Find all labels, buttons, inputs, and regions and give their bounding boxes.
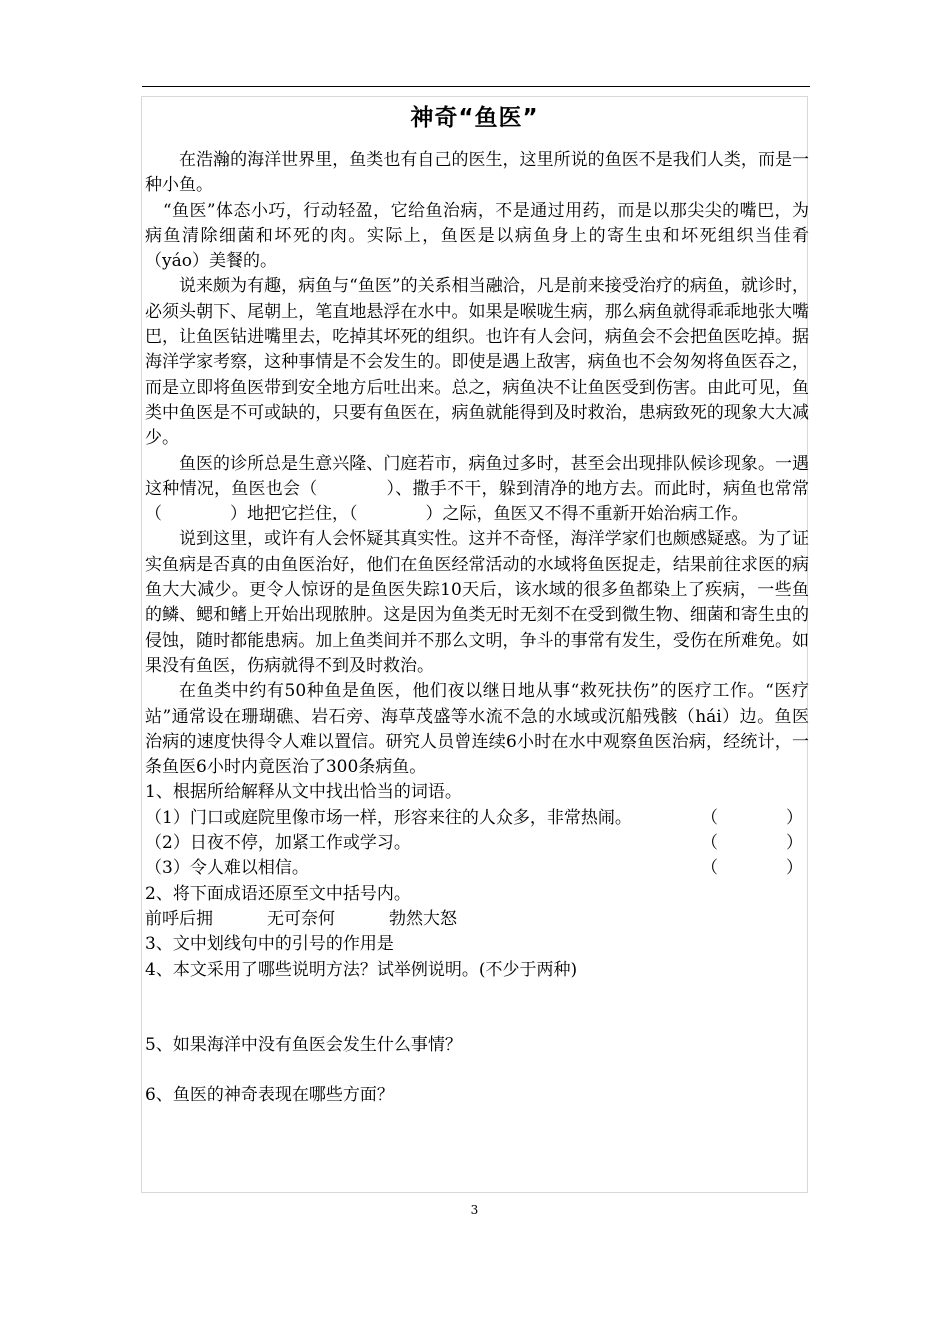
question-6: 6、鱼医的神奇表现在哪些方面？ [145, 1085, 394, 1106]
idiom-2: 无可奈何 [267, 908, 335, 929]
question-2: 2、将下面成语还原至文中括号内。 [145, 883, 411, 904]
paragraph-1: 在浩瀚的海洋世界里，鱼类也有自己的医生，这里所说的鱼医不是我们人类，而是一种小鱼。 [145, 150, 809, 196]
question-5: 5、如果海洋中没有鱼医会发生什么事情？ [145, 1034, 462, 1055]
page-number: 3 [470, 1203, 479, 1217]
question-4: 4、本文采用了哪些说明方法？试举例说明。(不少于两种) [145, 959, 578, 980]
answer-blank-2[interactable]: （ ） [701, 833, 803, 854]
paragraph-2: “鱼医”体态小巧，行动轻盈，它给鱼治病，不是通过用药，而是以那尖尖的嘴巴，为病鱼清除细菌和坏死的肉。实际上，鱼医是以病鱼身上的寄生虫和坏死组织当佳肴（yáo）美餐的。 [145, 200, 809, 272]
header-rule [142, 86, 810, 87]
question-1-item-3 [145, 856, 809, 881]
question-1-item-2 [145, 831, 809, 856]
paragraph-6: 在鱼类中约有50种鱼是鱼医，他们夜以继日地从事“救死扶伤”的医疗工作。“医疗站”通常设在珊瑚礁、岩石旁、海草茂盛等水流不急的水域或沉船残骸（hái）边。鱼医治病的速度快得令人难以置信。研究人员曾连续6小时在水中观察鱼医治病，经统计，一条鱼医6小时内竟医治了300条病鱼。 [145, 681, 809, 778]
paragraph-3: 说来颇为有趣，病鱼与“鱼医”的关系相当融洽，凡是前来接受治疗的病鱼，就诊时，必须头朝下、尾朝上，笔直地悬浮在水中。如果是喉咙生病，那么病鱼就得乖乖地张大嘴巴，让鱼医钻进嘴里去，吃掉其坏死的组织。也许有人会问，病鱼会不会把鱼医吃掉。据海洋学家考察，这种事情是不会发生的。即使是遇上敌害，病鱼也不会匆匆将鱼医吞之，而是立即将鱼医带到安全地方后吐出来。总之，病鱼决不让鱼医受到伤害。由此可见，鱼类中鱼医是不可或缺的，只要有鱼医在，病鱼就能得到及时救治，患病致死的现象大大减少。 [145, 276, 809, 449]
question-1-item-2-text: （2）日夜不停，加紧工作或学习。 [145, 833, 411, 854]
answer-blank-1[interactable]: （ ） [701, 807, 803, 828]
article-title: 神奇“鱼医” [410, 105, 539, 131]
answer-space-5[interactable] [145, 1058, 809, 1083]
idiom-list [145, 907, 809, 932]
paragraph-4: 鱼医的诊所总是生意兴隆、门庭若市，病鱼过多时，甚至会出现排队候诊现象。一遇这种情况，鱼医也会（ ）、撒手不干，躲到清净的地方去。而此时，病鱼也常常（ ）地把它拦住，（ ）之际，鱼医又不得不重新开始治病工作。 [145, 453, 809, 525]
question-1-item-1-text: （1）门口或庭院里像市场一样，形容来往的人众多，非常热闹。 [145, 807, 632, 828]
idiom-1: 前呼后拥 [145, 908, 213, 929]
answer-space-4[interactable] [145, 983, 809, 1033]
question-1-item-1 [145, 806, 809, 831]
question-1-item-3-text: （3）令人难以相信。 [145, 858, 309, 879]
question-3: 3、文中划线句中的引号的作用是 [145, 934, 394, 955]
question-1: 1、根据所给解释从文中找出恰当的词语。 [145, 782, 462, 803]
answer-blank-3[interactable]: （ ） [701, 858, 803, 879]
article-body [145, 148, 809, 1108]
paragraph-5: 说到这里，或许有人会怀疑其真实性。这并不奇怪，海洋学家们也颇感疑惑。为了证实鱼病是否真的由鱼医治好，他们在鱼医经常活动的水域将鱼医捉走，结果前往求医的病鱼大大减少。更令人惊讶的是鱼医失踪10天后，该水域的很多鱼都染上了疾病，一些鱼的鳞、鳃和鳍上开始出现脓肿。这是因为鱼类无时无刻不在受到微生物、细菌和寄生虫的侵蚀，随时都能患病。加上鱼类间并不那么文明，争斗的事常有发生，受伤在所难免。如果没有鱼医，伤病就得不到及时救治。 [145, 529, 809, 676]
idiom-3: 勃然大怒 [389, 908, 457, 929]
